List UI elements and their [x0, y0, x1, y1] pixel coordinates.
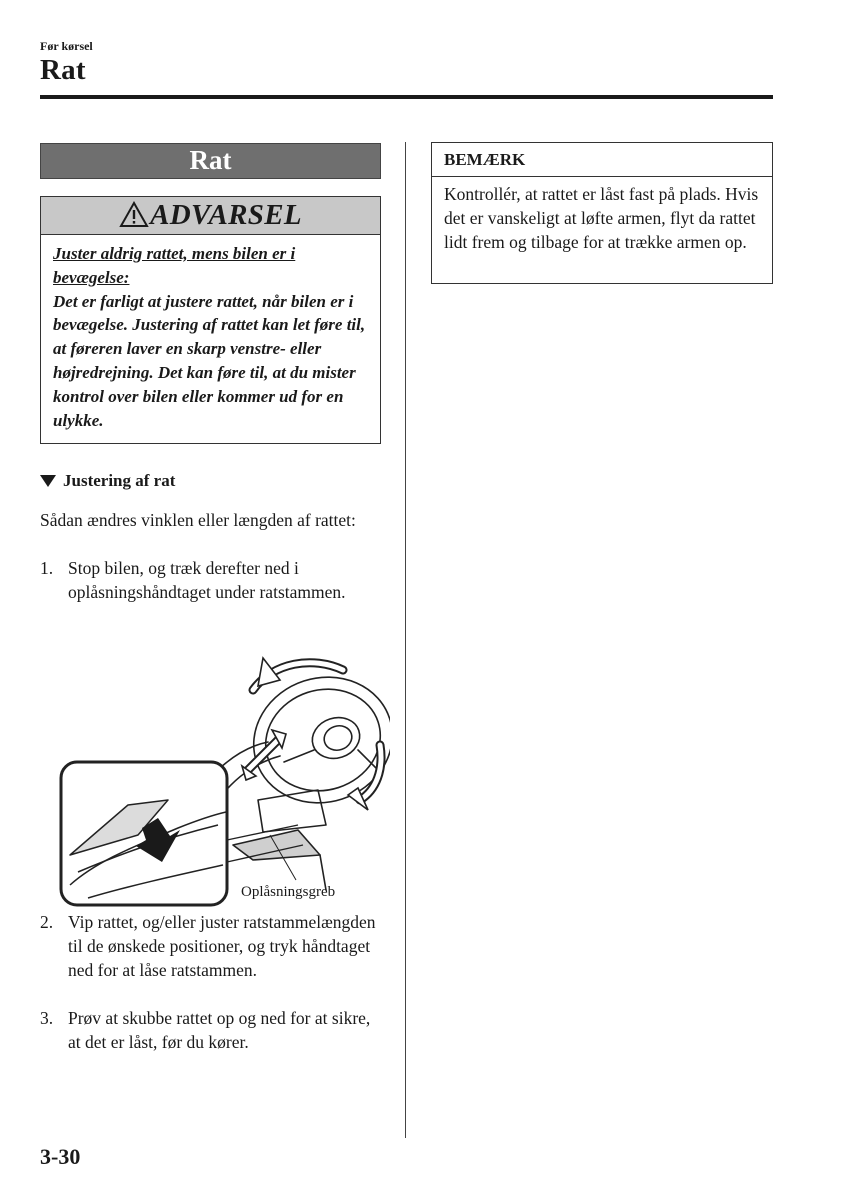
step-item	[40, 1006, 380, 1054]
step-number: 3.	[40, 1008, 54, 1028]
intro-paragraph: Sådan ændres vinklen eller længden af rattet:	[40, 510, 356, 530]
step-item	[40, 910, 380, 982]
note-title: BEMÆRK	[432, 143, 772, 177]
step-text: Prøv at skubbe rattet op og ned for at sikre, at det er låst, før du kører.	[68, 1008, 371, 1052]
column-divider	[405, 142, 406, 1138]
running-head: Før kørsel	[40, 39, 93, 53]
figure-label: Oplåsningsgreb	[241, 884, 336, 900]
warning-body	[41, 235, 380, 432]
step-number: 1.	[40, 558, 54, 578]
warning-box	[40, 196, 381, 444]
note-body: Kontrollér, at rattet er låst fast på plads. Hvis det er vanskeligt at løfte armen, flyt da rattet lidt frem og tilbage for at trække armen op.	[444, 184, 759, 252]
section-title-bar: Rat	[40, 143, 381, 179]
header-rule	[40, 95, 773, 99]
subsection-heading	[40, 471, 175, 491]
warning-lead: Juster aldrig rattet, mens bilen er i bevægelse:	[53, 244, 296, 287]
warning-triangle-icon	[119, 201, 149, 228]
step-item	[40, 556, 380, 604]
chapter-title: Rat	[40, 54, 86, 86]
note-box	[431, 142, 773, 284]
warning-header	[41, 197, 380, 235]
warning-title: ADVARSEL	[150, 199, 302, 231]
steering-adjustment-illustration	[58, 650, 390, 910]
warning-text: Det er farligt at justere rattet, når bilen er i bevægelse. Justering af rattet kan let føre til, at føreren laver en skarp venstre- eller højredrejning. Det kan føre til, at du mister kontrol over bilen eller kommer ud for en ulykke.	[53, 291, 366, 430]
step-number: 2.	[40, 912, 54, 932]
page-number: 3-30	[40, 1144, 81, 1169]
triangle-bullet-icon	[40, 475, 56, 487]
step-text: Vip rattet, og/eller juster ratstammelængden til de ønskede positioner, og tryk håndtaget ned for at låse ratstammen.	[68, 912, 376, 980]
subsection-heading-text: Justering af rat	[63, 471, 176, 490]
step-text: Stop bilen, og træk derefter ned i oplåsningshåndtaget under ratstammen.	[68, 558, 346, 602]
